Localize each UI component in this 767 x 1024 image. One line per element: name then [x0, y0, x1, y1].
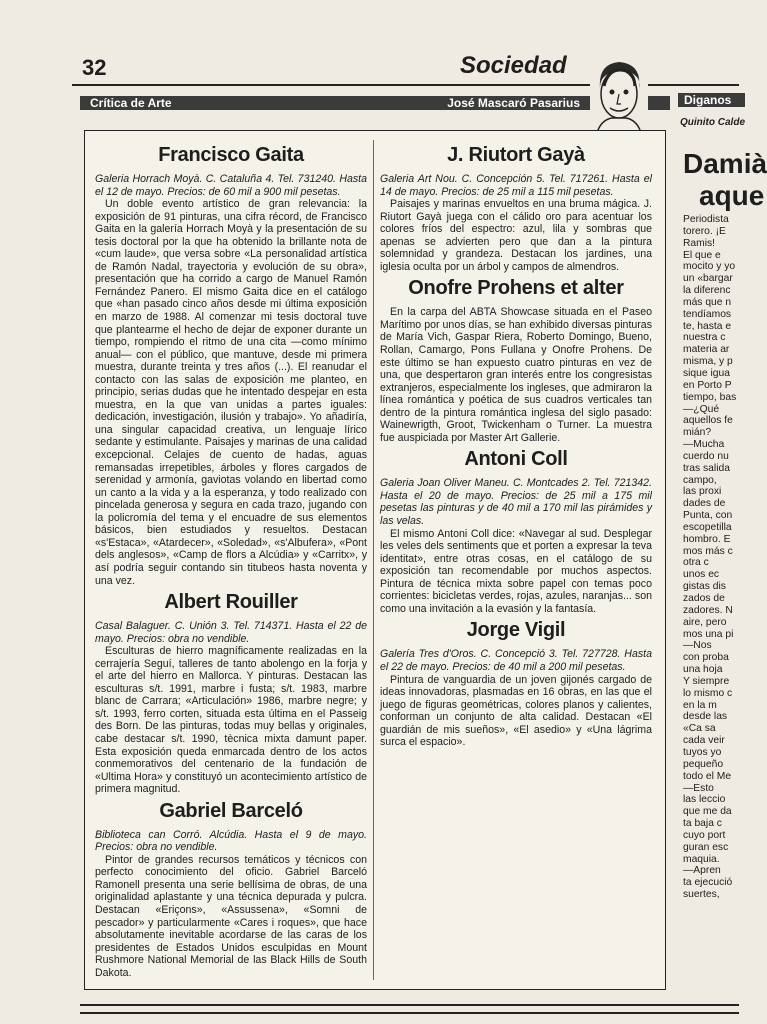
article-title: J. Riutort Gayà — [447, 144, 585, 166]
right-column-line: un «bargar — [683, 273, 733, 285]
author-portrait-icon — [590, 58, 648, 136]
right-column-line: cuyo port — [683, 829, 726, 841]
right-column-line: las leccio — [683, 794, 726, 806]
right-column-line: tras salida — [683, 462, 730, 474]
right-column-line: Y siempre — [683, 675, 730, 687]
right-column-line: campo, — [683, 474, 717, 486]
article-body: Paisajes y marinas envueltos en una bruma mágica. J. Riutort Gayà juega con el cálido oro para acentuar los colores fríos del espectro: azul, lila y sombras que apenas se advierten pero que dan a la pintura solemnidad y grandeza. Destacan los jardines, una iglesia oculta por un árbol y campos de almendros. — [380, 198, 652, 273]
right-column-line: misma, y p — [683, 356, 733, 368]
section-title: Sociedad — [460, 52, 567, 79]
right-column-line: mos una pi — [683, 628, 734, 640]
right-column-line: hombro. E — [683, 533, 731, 545]
right-column-line: pequeño — [683, 758, 724, 770]
right-column-line: unos ec — [683, 569, 720, 581]
right-column-line: guran esc — [683, 841, 729, 853]
article-body: Pintura de vanguardia de un joven gijonés cargado de ideas innovadoras, plasmadas en 16 obras, en las que el juego de figuras geométricas, colores planos y calientes, conforman un conjunto de alta calidad. Destacan «El guardián de mis sueños», «El asedio» y «Una lágrima surca el espacio». — [380, 673, 652, 749]
right-column-line: —Nos — [683, 640, 712, 652]
article-info: Galería Tres d'Oros. C. Concepció 3. Tel. 727728. Hasta el 22 de mayo. Precios: de 40 mil a 200 mil pesetas. — [380, 648, 652, 673]
right-column-line: tuyos yo — [683, 746, 722, 758]
right-column-line: escopetilla — [683, 521, 732, 533]
article-title: Gabriel Barceló — [159, 799, 303, 822]
right-column-line: mián? — [683, 427, 712, 439]
review-column-right — [380, 140, 652, 985]
right-column-line: Ramis! — [683, 237, 716, 249]
right-column-line: otra c — [683, 557, 709, 569]
page-number: 32 — [82, 55, 107, 80]
right-headline — [683, 148, 767, 212]
right-column-line: desde las — [683, 711, 728, 723]
right-column-line: —¿Qué — [683, 403, 720, 415]
article-title: Antoni Coll — [464, 448, 568, 471]
right-column-line: tiempo, bas — [683, 391, 737, 403]
right-column-line: sique igua — [683, 367, 730, 379]
review-column-left — [95, 140, 367, 985]
article-info: Galeria Horrach Moyà. C. Cataluña 4. Tel. 731240. Hasta el 12 de mayo. Precios: de 60 mil a 900 mil pesetas. — [95, 173, 367, 198]
article-info: Casal Balaguer. C. Unión 3. Tel. 714371. Hasta el 22 de mayo. Precios: obra no vendible. — [95, 620, 367, 645]
right-column-line: Periodista — [683, 214, 729, 225]
column-title: Crítica de Arte — [90, 96, 172, 110]
right-column-line: cuerdo nu — [683, 450, 729, 462]
right-column-line: maquia. — [683, 853, 720, 865]
right-column-line: en la m — [683, 699, 717, 711]
right-column-header-bar: Diganos — [678, 93, 745, 107]
article-body: En la carpa del ABTA Showcase situada en el Paseo Marítimo por unos días, se han exhibido diversas pinturas de María Vich, Gaspar Riera, Roberto Domingo, Bueno, Rollan, Camargo, Pons Fullana y Onofre Prohens. De este último se han expuesto cuatro pinturas en vez de una, que despertaron gran interés entre los congresistas extranjeros, especialmente los ingleses, que admiraron la línea romántica y poética de sus cuadros verticales tan dentro de la pintura romántica inglesa del siglo pasado: Wainewrigth, Groot, Twickenham o Turner. La muestra fue auspiciada por Master Art Gallerie. — [380, 306, 652, 444]
column-header-bar — [80, 96, 670, 110]
right-column-line: materia ar — [683, 344, 730, 356]
article-info: Biblioteca can Corró. Alcúdia. Hasta el 9 de mayo. Precios: obra no vendible. — [95, 828, 367, 854]
right-column-line: cada veir — [683, 735, 725, 747]
right-column-line: —Mucha — [683, 439, 725, 451]
article-title: Onofre Prohens et alter — [408, 277, 624, 300]
right-column-line: las proxi — [683, 486, 722, 498]
article-body: Pintor de grandes recursos temáticos y técnicos con perfecto conocimiento del oficio. Gabriel Barceló Ramonell presenta una serie bellísima de obras, de una originalidad aplastante y una técnica depurada y pulcra. Destacan «Eriçons», «Assussena», «Somni de pescador» y particularmente «Cares i roques», que hace absolutamente inevitable acordarse de las caras de los presidentes de Estados Unidos esculpidas en Mount Rushmore National Memorial de las Black Hills de South Dakota. — [95, 853, 367, 979]
right-column-line: —Esto — [683, 782, 714, 794]
right-column-line: ta ejecució — [683, 877, 733, 889]
right-column-line: ta baja c — [683, 818, 722, 830]
page-bottom-rule — [80, 1004, 739, 1014]
right-column-line: más que n — [683, 296, 732, 308]
right-column-line: mocito y yo — [683, 261, 736, 273]
right-headline-line-1: Damià — [683, 148, 767, 179]
right-column-line: El que e — [683, 249, 721, 261]
column-author: José Mascaró Pasarius — [447, 96, 580, 110]
article-body: Esculturas de hierro magníficamente realizadas en la cerrajería Seguí, talleres de tanto abolengo en la forja y el arte del hierro en Mallorca. Y pinturas. Destacan las esculturas s/t. 1991, marbre i fusta; s/t. 1983, marbre blanc de Carrara; «Articulación» 1986, marbre negre; y s/t. 1993, ferro corten, situada esta última en el Passeig des Born. De las pinturas, todas muy bellas y originales, cabe destacar s/t. 1990, tècnica mixta damunt paper. Esta exposición queda enmarcada dentro de los actos conmemorativos del centenario de la fundación de «Ultima Hora» y constituyó un acontecimiento artístico de primera magnitud. — [95, 645, 367, 796]
right-column-line: nuestra c — [683, 332, 726, 344]
right-column-line: todo el Me — [683, 770, 732, 782]
right-column-line: en Porto P — [683, 379, 732, 391]
right-column-line: —Apren — [683, 865, 721, 877]
right-column-line: una hoja — [683, 664, 723, 676]
right-column-line: zados de — [683, 593, 725, 604]
right-column-line: torero. ¡E — [683, 225, 726, 237]
right-column-author: Quinito Calde — [680, 117, 745, 128]
right-column-line: te, hasta e — [683, 320, 732, 332]
article-title: Jorge Vigil — [466, 619, 566, 642]
article-body: Un doble evento artístico de gran relevancia: la exposición de 91 pinturas, una cifra récord, de Francisco Gaita en la galería Horrach Moyà y la presentación de su tesis doctoral por la que ha obtenido la brillante nota de «cum laude», que versa sobre «La personalidad artística de Ramón Nadal, trayectoria y evolución de su obra», presentación que ha corrido a cargo de Manuel Ramón Fernández Panero. El mismo Gaita dice en el catálogo que «han pasado cinco años desde mi última exposición en marzo de 1988. Al comenzar mi tesis doctoral tuve que plantearme el hecho de dejar de exponer durante un tiempo, rompiendo el ritmo de una cita —como mínimo anual— con el público, que mantuve, desde mi primera muestra, durante treinta y tres años (...). El reanudar el contacto con las salas de exposición me planteo, en principio, serias dudas que he intentado despejar en esta muestra, en la que van unidas a partes iguales: dedicación, investigación, ilusión y trabajo». Yo añadiría, una singular capacidad creativa, un lenguaje lírico sedante y estimulante. Paisajes y marinas de una calidad excepcional. Celajes de cuento de hadas, aguas remansadas irrepetibles, árboles y flores cargados de serenidad y armonía, gaviotas volando en libertad como un canto a la vida y a la esperanza, y todo realizado con pincelada generosa y segura en cada trazo, jugando con la policromía del tema y el encuadre de sus elementos básicos, bien estudiados y resueltos. Destacan «s'Estaca», «Atardecer», «Soledad», «s'Albufera», «Pont dels anglesos», «Camp de flors a Alcúdia» y «Carritx», y así podría seguir contando sin titubeos hasta noventa y una vez. — [95, 198, 367, 587]
right-column-line: la diferenc — [683, 285, 731, 297]
right-column-line: gistas dis — [683, 581, 726, 593]
right-column-line: con proba — [683, 652, 729, 664]
right-column-line: Punta, con — [683, 510, 733, 522]
right-column-line: zadores. N — [683, 604, 733, 616]
right-column-line: aquellos fe — [683, 415, 733, 427]
right-column-line: suertes, — [683, 889, 720, 901]
article-title: Francisco Gaita — [158, 144, 304, 166]
article-info: Galeria Art Nou. C. Concepción 5. Tel. 717261. Hasta el 14 de mayo. Precios: de 25 mil a 115 mil pesetas. — [380, 173, 652, 198]
right-column-line: dades de — [683, 498, 726, 510]
right-column-line: aire, pero — [683, 616, 727, 628]
right-column-line: que me da — [683, 806, 732, 818]
article-body: El mismo Antoni Coll dice: «Navegar al sud. Desplegar les veles dels sentiments que et porten a expresar la teva identitat», entre otras cosas, en el catálogo de su exposición tan recomendable por muchos aspectos. Pintura de técnica mixta sobre papel con temas poco corrientes: bicicletas verdes, rojas, azules, naranjas... son como una invitación a la evasión y la fantasía. — [380, 527, 652, 615]
right-column-line: mos más c — [683, 545, 733, 557]
right-column-line: lo mismo c — [683, 687, 733, 699]
right-column-line: tendíamos — [683, 308, 732, 320]
right-column-line: «Ca sa — [683, 723, 716, 735]
column-separator — [373, 140, 374, 980]
right-column-text — [683, 214, 739, 994]
article-info: Galeria Joan Oliver Maneu. C. Montcades 2. Tel. 721342. Hasta el 20 de mayo. Precios: de 25 mil a 175 mil pesetas las pinturas y de 40 mil a 170 mil las pirámides y las velas. — [380, 477, 652, 528]
article-title: Albert Rouiller — [164, 591, 298, 614]
right-headline-line-2: aque — [699, 180, 765, 211]
